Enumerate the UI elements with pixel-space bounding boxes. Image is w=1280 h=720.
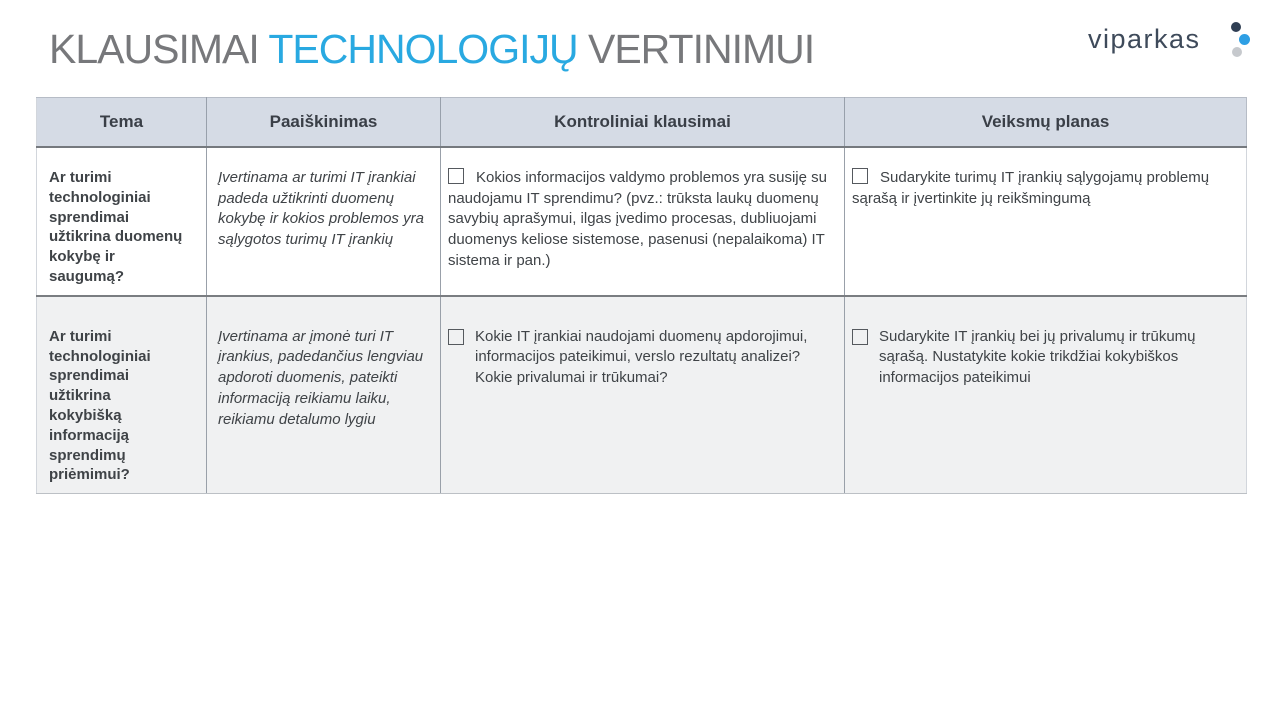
column-header-tema: Tema (37, 98, 207, 148)
action-text: Sudarykite IT įrankių bei jų privalumų ir trūkumų sąrašą. Nustatykite kokie trikdžiai kokybiškos informacijos pateikimui (879, 327, 1196, 387)
title-part-1: KLAUSIMAI (49, 26, 269, 72)
action-plan-cell (845, 296, 1247, 494)
logo-dot-gray-icon (1232, 47, 1242, 57)
logo-dot-blue-icon (1239, 34, 1250, 45)
column-header-paaiskinimas: Paaiškinimas (207, 98, 441, 148)
logo-dot-dark-icon (1231, 22, 1241, 32)
question-text: Kokie IT įrankiai naudojami duomenų apdorojimui, informacijos pateikimui, verslo rezultatų analizei? Kokie privalumai ir trūkumai? (475, 327, 808, 387)
column-header-kontroliniai-klausimai: Kontroliniai klausimai (441, 98, 845, 148)
page-title (49, 26, 814, 73)
title-highlight: TECHNOLOGIJŲ (268, 26, 578, 72)
topic-cell: Ar turimi technologiniai sprendimai užtikrina kokybišką informaciją sprendimų priėmimui? (37, 296, 207, 494)
control-questions-cell (441, 296, 845, 494)
question-text: Kokios informacijos valdymo problemos yra susiję su naudojamu IT sprendimu? (pvz.: trūksta laukų duomenų savybių aprašymui, ilgas įvedimo procesas, dubliuojami duomenys keliose sistemose, pasenusi (nepalaikoma) IT sistema ir pan.) (448, 169, 827, 269)
checkbox-icon[interactable] (852, 329, 868, 345)
explanation-cell: Įvertinama ar turimi IT įrankiai padeda užtikrinti duomenų kokybę ir kokios problemos yra sąlygotos turimų IT įrankių (207, 147, 441, 296)
checkbox-icon[interactable] (448, 329, 464, 345)
table-header-row (37, 98, 1247, 148)
title-part-2: VERTINIMUI (577, 26, 815, 72)
checkbox-icon[interactable] (852, 168, 868, 184)
action-plan-cell (845, 147, 1247, 296)
column-header-veiksmu-planas: Veiksmų planas (845, 98, 1247, 148)
assessment-table (36, 97, 1247, 494)
topic-cell: Ar turimi technologiniai sprendimai užtikrina duomenų kokybę ir saugumą? (37, 147, 207, 296)
action-text: Sudarykite turimų IT įrankių sąlygojamų problemų sąrašą ir įvertinkite jų reikšmingumą (852, 169, 1210, 207)
checkbox-icon[interactable] (448, 168, 464, 184)
explanation-cell: Įvertinama ar įmonė turi IT įrankius, padedančius lengviau apdoroti duomenis, pateikti informaciją reikiamu laiku, reikiamu detalumo lygiu (207, 296, 441, 494)
control-questions-cell (441, 147, 845, 296)
table-row (37, 296, 1247, 494)
viparkas-logo (1088, 22, 1258, 67)
logo-text: viparkas (1088, 24, 1201, 54)
table-row (37, 147, 1247, 296)
